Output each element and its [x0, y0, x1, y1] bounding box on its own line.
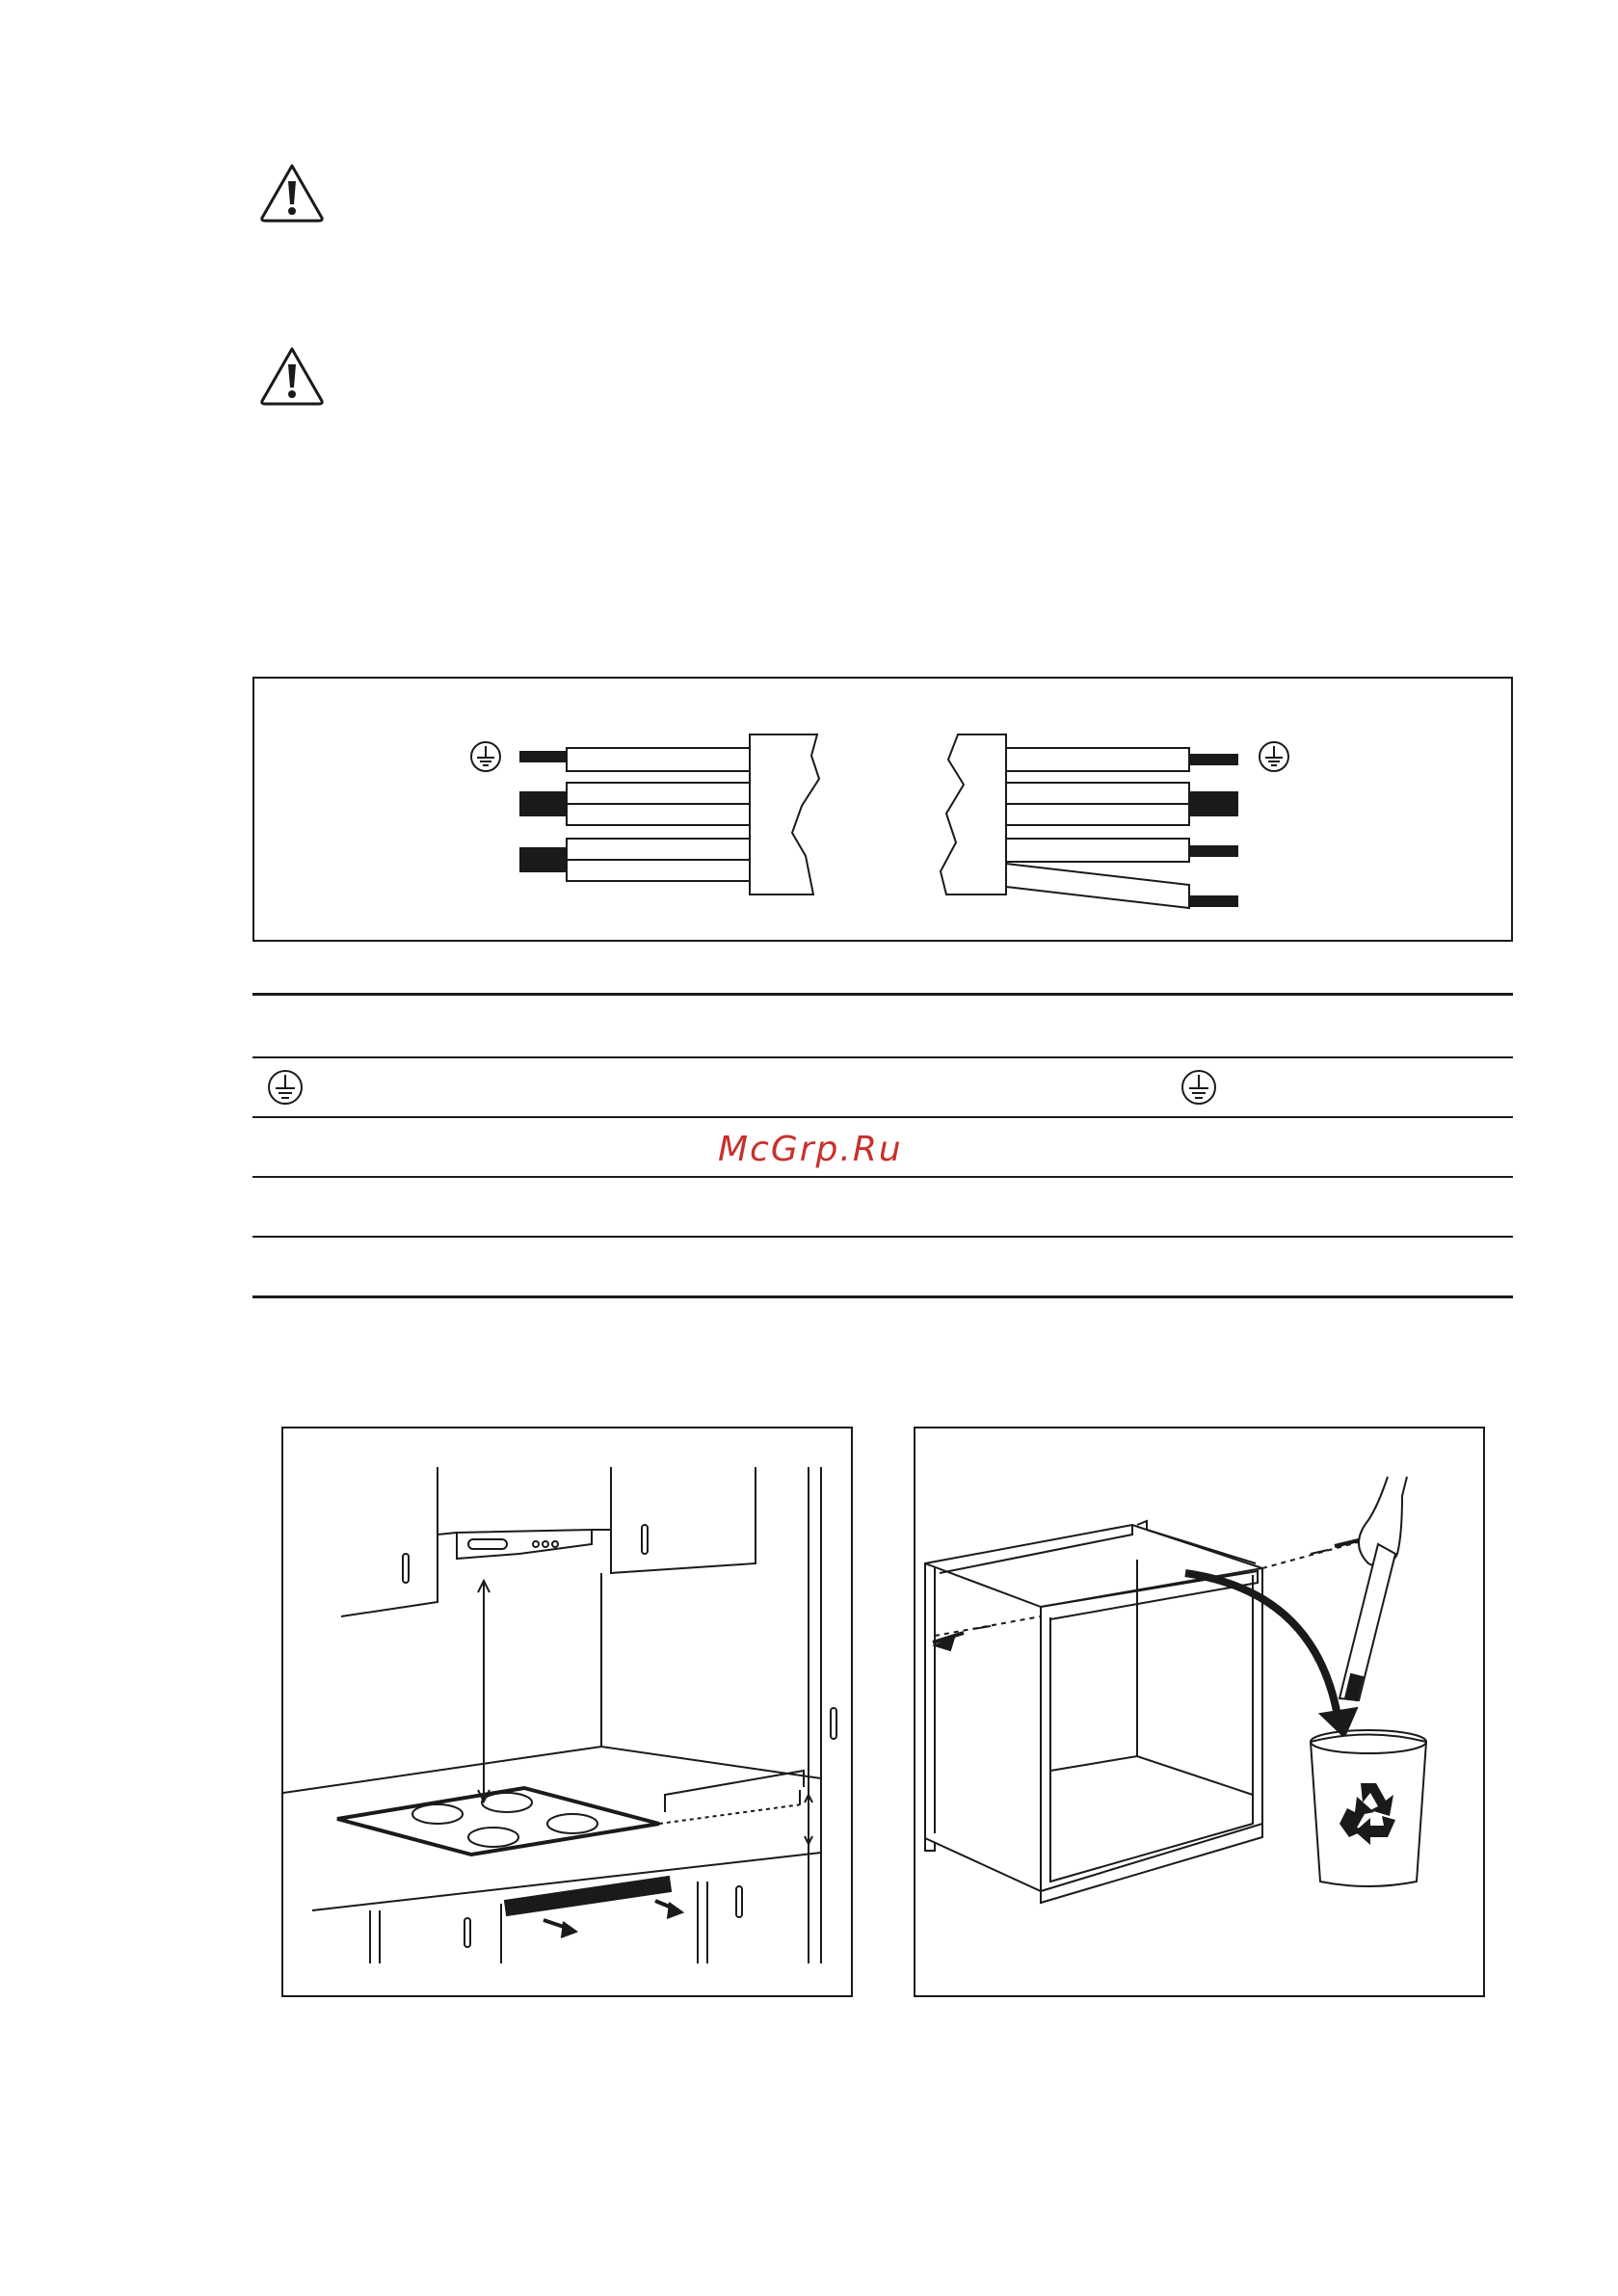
wiring-diagram-box — [252, 677, 1513, 942]
warning-triangle-icon — [258, 162, 326, 224]
earth-ground-icon — [1260, 742, 1288, 771]
table-header-row — [252, 995, 1513, 1058]
right-cable — [941, 734, 1237, 908]
warning-triangle-icon — [258, 345, 326, 407]
cabinet-recycling-illustration — [914, 1427, 1485, 1997]
table-row — [252, 1237, 1513, 1297]
earth-ground-icon — [266, 1068, 305, 1107]
earth-ground-icon — [1180, 1068, 1218, 1107]
watermark: McGrp.Ru — [718, 1130, 903, 1169]
kitchen-hob-installation-illustration — [281, 1427, 853, 1997]
wiring-diagram — [254, 679, 1511, 940]
table-row — [252, 1177, 1513, 1237]
table-row — [252, 1057, 1513, 1117]
earth-ground-icon — [471, 742, 500, 771]
left-cable — [520, 734, 819, 894]
